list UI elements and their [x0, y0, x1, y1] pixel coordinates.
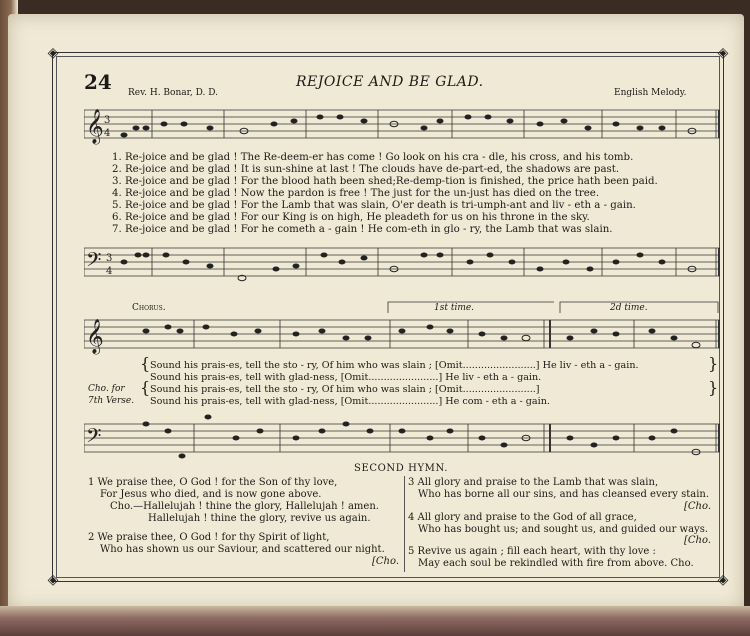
page-edge	[0, 606, 750, 636]
hymn-line: 4 All glory and praise to the God of all grace,	[408, 512, 637, 523]
corner-ornament-icon: ◈	[717, 572, 729, 588]
verse-line: 2. Re-joice and be glad ! It is sun-shine at last ! The clouds have de-part-ed, the shadows are past.	[112, 164, 620, 175]
hymn-line: For Jesus who died, and is now gone above.	[100, 489, 322, 500]
page-number: 24	[84, 70, 112, 94]
bass-staff-1	[84, 238, 720, 288]
hymn-line: Hallelujah ! thine the glory, revive us again.	[148, 513, 371, 524]
hymn-line: [Cho.	[372, 556, 400, 567]
brace-icon: {	[140, 378, 151, 397]
chorus-line: Sound his prais-es, tell with glad-ness, [Omit.......................] He liv - eth a - gain.	[150, 372, 542, 383]
treble-staff-1	[84, 104, 720, 148]
hymn-line: May each soul be rekindled with fire from above. Cho.	[418, 558, 694, 569]
hymn-line: [Cho.	[684, 535, 712, 546]
chorus-alt-label: Cho. for	[88, 384, 125, 394]
hymn-line: Who has shown us our Saviour, and scattered our night.	[100, 544, 385, 555]
verse-line: 3. Re-joice and be glad ! For the blood hath been shed;Re-demp-tion is finished, the price hath been paid.	[112, 176, 658, 187]
author: Rev. H. Bonar, D. D.	[128, 88, 219, 98]
hymn-line: Cho.—Hallelujah ! thine the glory, Hallelujah ! amen.	[110, 501, 379, 512]
svg-text:4: 4	[104, 128, 111, 139]
svg-text:𝄞: 𝄞	[86, 319, 104, 354]
corner-ornament-icon: ◈	[47, 45, 59, 61]
brace-icon: }	[708, 354, 719, 373]
verse-line: 7. Re-joice and be glad ! For he cometh a - gain ! He com-eth in glo - ry, the Lamb that was slain.	[112, 224, 613, 235]
chorus-alt-label: 7th Verse.	[88, 396, 135, 406]
hymn-line: Who has borne all our sins, and has cleansed every stain.	[418, 489, 710, 500]
svg-text:𝄢: 𝄢	[86, 424, 102, 452]
brace-icon: {	[140, 354, 151, 373]
tune-name: English Melody.	[614, 88, 687, 98]
hymn-line: 1 We praise thee, O God ! for the Son of thy love,	[88, 477, 338, 488]
svg-text:3: 3	[104, 115, 111, 126]
svg-text:4: 4	[106, 266, 113, 277]
svg-text:𝄞: 𝄞	[86, 109, 104, 144]
hymn-line: 2 We praise thee, O God ! for thy Spirit of light,	[88, 532, 330, 543]
verse-line: 5. Re-joice and be glad ! For the Lamb that was slain, O'er death is tri-umph-ant and liv - eth a - gain.	[112, 200, 636, 211]
chorus-line: Sound his prais-es, tell with glad-ness, [Omit.......................] He com - eth a - gain.	[150, 396, 550, 407]
volta-brackets	[386, 298, 720, 314]
verse-line: 6. Re-joice and be glad ! For our King is on high, He pleadeth for us on his throne in the sky.	[112, 212, 590, 223]
chorus-line: Sound his prais-es, tell the sto - ry, Of him who was slain ; [Omit........................] He liv - eth a - gain.	[150, 360, 639, 371]
first-ending-label: 1st time.	[434, 303, 475, 313]
chorus-label: Chorus.	[132, 303, 166, 313]
hymn-line: 5 Revive us again ; fill each heart, with thy love :	[408, 546, 656, 557]
svg-text:𝄢: 𝄢	[86, 248, 102, 276]
bass-staff-2	[84, 412, 720, 464]
verse-line: 4. Re-joice and be glad ! Now the pardon is free ! The just for the un-just has died on the tree.	[112, 188, 600, 199]
second-ending-label: 2d time.	[610, 303, 648, 313]
corner-ornament-icon: ◈	[47, 572, 59, 588]
column-divider	[404, 476, 405, 572]
chorus-line: Sound his prais-es, tell the sto - ry, Of him who was slain ; [Omit........................]	[150, 384, 540, 395]
second-hymn-heading: SECOND HYMN.	[354, 463, 448, 474]
brace-icon: }	[708, 378, 719, 397]
hymn-title: REJOICE AND BE GLAD.	[296, 74, 484, 90]
hymn-line: 3 All glory and praise to the Lamb that was slain,	[408, 477, 659, 488]
corner-ornament-icon: ◈	[717, 45, 729, 61]
hymn-line: [Cho.	[684, 501, 712, 512]
svg-text:3: 3	[106, 253, 113, 264]
treble-staff-2	[84, 314, 720, 358]
verse-line: 1. Re-joice and be glad ! The Re-deem-er has come ! Go look on his cra - dle, his cross, and his tomb.	[112, 152, 634, 163]
hymn-line: Who has bought us; and sought us, and guided our ways.	[418, 524, 709, 535]
